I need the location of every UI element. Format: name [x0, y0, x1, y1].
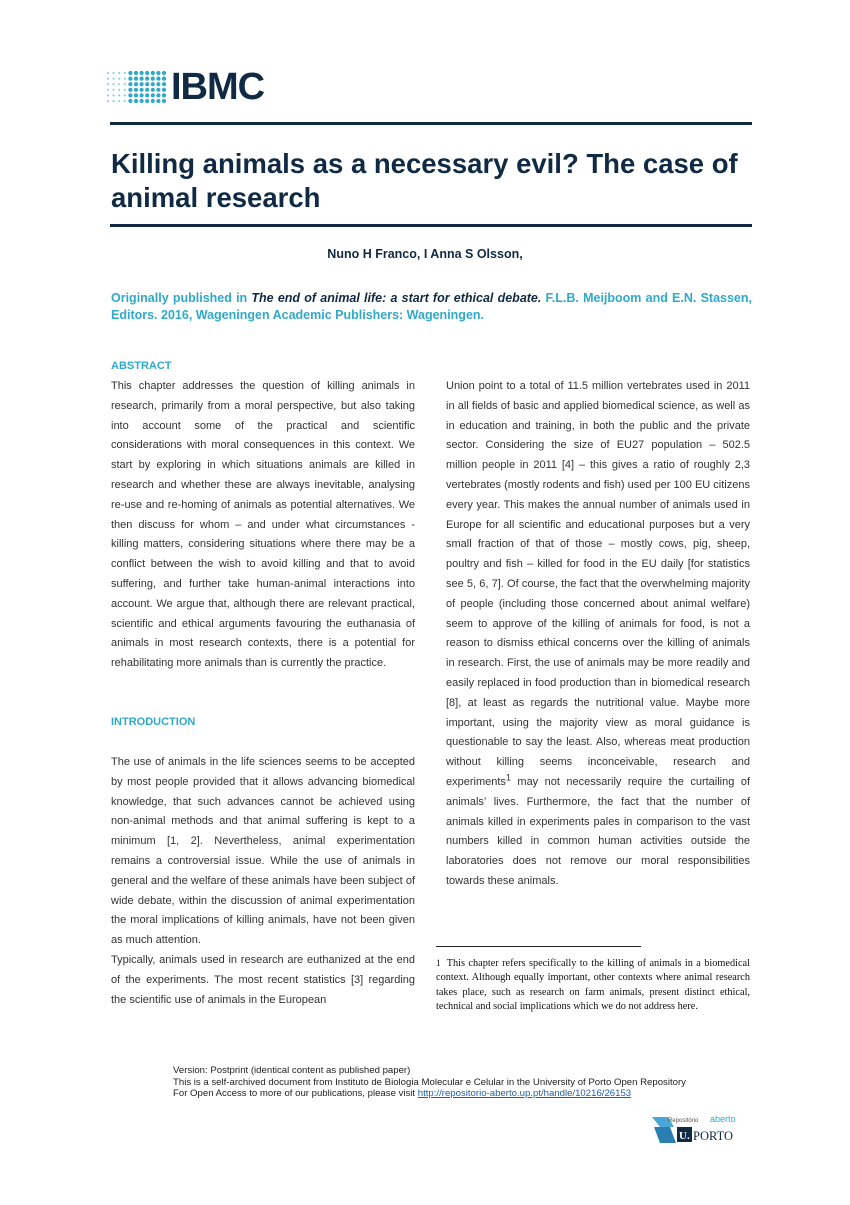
logo-dot: [156, 82, 160, 86]
introduction-heading: INTRODUCTION: [111, 716, 196, 728]
footnote: [436, 956, 750, 1014]
logo-dot: [162, 99, 166, 103]
logo-dot: [113, 83, 115, 85]
logo-dot: [145, 77, 149, 81]
logo-dot: [134, 71, 138, 75]
repo-label-2: aberto: [710, 1114, 736, 1124]
footnote-text: This chapter refers specifically to the killing of animals in a biomedical context. Although equally important, other contexts where animal research takes place, such as research on farm animals, present distinct ethical, technical and social implications which we do not address here.: [436, 958, 750, 1012]
logo-dot: [151, 77, 155, 81]
logo-dot: [162, 93, 166, 97]
logo-dot: [118, 89, 120, 91]
logo-dot: [124, 100, 126, 102]
logo-dot: [128, 82, 132, 86]
logo-dot: [118, 94, 120, 96]
logo-dot: [124, 78, 126, 80]
intro-column-left: [111, 753, 415, 1010]
logo-dot: [140, 77, 144, 81]
logo-dot: [162, 77, 166, 81]
logo-dot: [145, 82, 149, 86]
logo-dot: [118, 78, 120, 80]
intro-column-right: [446, 377, 750, 892]
intro-paragraph-2: Typically, animals used in research are euthanized at the end of the experiments. The most recent statistics [3] regarding the scientific use of animals in the European: [111, 953, 415, 1006]
logo-dot: [134, 77, 138, 81]
logo-dot: [134, 82, 138, 86]
logo-dot: [151, 82, 155, 86]
abstract-paragraph: This chapter addresses the question of killing animals in research, primarily from a moral perspective, but also taking into account some of the practical and scientific considerations with moral consequences in this context. We start by exploring in which situations animals are killed in research and whether these are always inevitable, analysing re-use and re-homing of animals as potential alternatives. We then discuss for whom – and under what circumstances -killing matters, considering situations where there may be a conflict between the wish to avoid killing and that to avoid suffering, and further take human-animal interactions into account. We argue that, although there are relevant practical, scientific and ethical arguments favouring the euthanasia of animals in most research contexts, there is a potential for rehabilitating more animals than is currently the practice.: [111, 380, 415, 670]
logo-dot: [156, 71, 160, 75]
logo-dot: [151, 93, 155, 97]
logo-dot: [151, 99, 155, 103]
logo-dot: [118, 72, 120, 74]
abstract-heading: ABSTRACT: [111, 360, 172, 372]
logo-dot: [107, 83, 109, 85]
logo-dot: [162, 71, 166, 75]
logo-dot: [113, 100, 115, 102]
logo-dot: [107, 89, 109, 91]
top-rule: [110, 122, 752, 125]
logo-dot: [162, 88, 166, 92]
logo-dot: [134, 88, 138, 92]
logo-dot: [151, 71, 155, 75]
logo-dot: [113, 89, 115, 91]
repo-logo-shape2-icon: [654, 1127, 676, 1143]
archive-line: This is a self-archived document from Instituto de Biologia Molecular e Celular in the University of Porto Open Repository: [173, 1076, 686, 1088]
logo-dot: [145, 88, 149, 92]
logo-dot: [140, 93, 144, 97]
repo-label-3: PORTO: [693, 1129, 734, 1143]
logo-dot: [124, 89, 126, 91]
access-prefix: For Open Access to more of our publications, please visit: [173, 1088, 418, 1100]
logo-dots-icon: [105, 70, 167, 104]
logo-dot: [128, 71, 132, 75]
logo-dot: [124, 94, 126, 96]
logo-dot: [107, 78, 109, 80]
logo-dot: [107, 72, 109, 74]
logo-dot: [134, 99, 138, 103]
logo-dot: [140, 88, 144, 92]
intro-paragraph-1: The use of animals in the life sciences seems to be accepted by most people provided that it allows advancing biomedical knowledge, that such advances cannot be achieved using non-animal methods and that animal suffering is kept to a minimum [1, 2]. Nevertheless, animal experimentation remains a controversial issue. While the use of animals in general and the welfare of these animals have been subject of wide debate, within the discussion of animal experimentation the moral implications of killing animals, have not been given as much attention.: [111, 756, 415, 947]
published-book: The end of animal life: a start for ethical debate.: [251, 291, 542, 305]
footnote-ref[interactable]: 1: [505, 772, 511, 783]
logo-dot: [140, 99, 144, 103]
logo-dot: [156, 77, 160, 81]
repo-label-1: Repositório: [668, 1118, 699, 1124]
abstract-text: [111, 377, 415, 674]
logo-dot: [107, 94, 109, 96]
version-line: Version: Postprint (identical content as published paper): [173, 1065, 411, 1076]
logo-dot: [162, 82, 166, 86]
repository-link[interactable]: http://repositorio-aberto.up.pt/handle/10216/26153: [417, 1088, 632, 1100]
col2-text-1: Union point to a total of 11.5 million vertebrates used in 2011 in all fields of basic and applied biomedical science, as well as in education and training, in both the public and the private sector. Considering the size of EU27 population – 502.5 million people in 2011 [4] – this gives a ratio of roughly 2,3 vertebrates (mostly rodents and fish) used per 100 EU citizens every year. This makes the annual number of animals used in Europe for all scientific and educational purposes but a very small fraction of that of those – mostly cows, pig, sheep, poultry and fish – killed for food in the EU daily [for statistics see 5, 6, 7]. Of course, the fact that the overwhelming majority of people (including those concerned about animal welfare) seem to approve of the killing of animals for food, is not a reason to dismiss ethical concerns over the killing of animals in research. First, the use of animals may be more readily and easily replaced in food production than in biomedical research [8], at least as regards the nutritional value. Maybe more important, using the majority view as moral guidance is questionable to say the least. Also, whereas meat production without killing seems inconceivable, research and experiments: [446, 380, 750, 788]
logo-dot: [145, 71, 149, 75]
logo-dot: [134, 93, 138, 97]
logo-dot: [128, 77, 132, 81]
logo-dot: [145, 93, 149, 97]
logo-dot: [128, 99, 132, 103]
logo-dot: [118, 100, 120, 102]
published-prefix: Originally published in: [111, 291, 252, 305]
ibmc-logo: [105, 66, 265, 108]
access-line: [173, 1088, 773, 1100]
logo-dot: [128, 88, 132, 92]
logo-dot: [113, 72, 115, 74]
title-rule: [110, 224, 752, 227]
repo-logo-u: U.: [679, 1130, 690, 1142]
logo-dot: [113, 78, 115, 80]
logo-dot: [128, 93, 132, 97]
logo-dot: [156, 93, 160, 97]
col2-text-2: may not necessarily require the curtailing of animals’ lives. Furthermore, the fact that the number of animals killed in experiments pales in comparison to the vast numbers killed in common human activities outside the laboratories does not remove our moral responsibilities towards these animals.: [446, 775, 750, 887]
logo-dot: [151, 88, 155, 92]
logo-dot: [113, 94, 115, 96]
footnote-number: 1: [436, 958, 441, 968]
footnote-rule: [436, 946, 641, 947]
version-note: [173, 1065, 773, 1100]
logo-dot: [118, 83, 120, 85]
logo-dot: [140, 82, 144, 86]
authors: Nuno H Franco, I Anna S Olsson,: [327, 247, 523, 261]
paper-title: Killing animals as a necessary evil? The case of animal research: [111, 148, 738, 213]
logo-dot: [124, 72, 126, 74]
repositorio-aberto-logo: [652, 1113, 752, 1145]
logo-dot: [140, 71, 144, 75]
logo-dot: [107, 100, 109, 102]
logo-dot: [145, 99, 149, 103]
logo-text: IBMC: [171, 66, 265, 108]
published-suffix: F.L.B. Meijboom and E.N. Stassen, Editors. 2016, Wageningen Academic Publishers: Wageningen.: [111, 291, 752, 322]
logo-dot: [124, 83, 126, 85]
logo-dot: [156, 99, 160, 103]
intro-paragraph-continued: [446, 377, 750, 892]
logo-dot: [156, 88, 160, 92]
publication-note: [111, 290, 752, 323]
